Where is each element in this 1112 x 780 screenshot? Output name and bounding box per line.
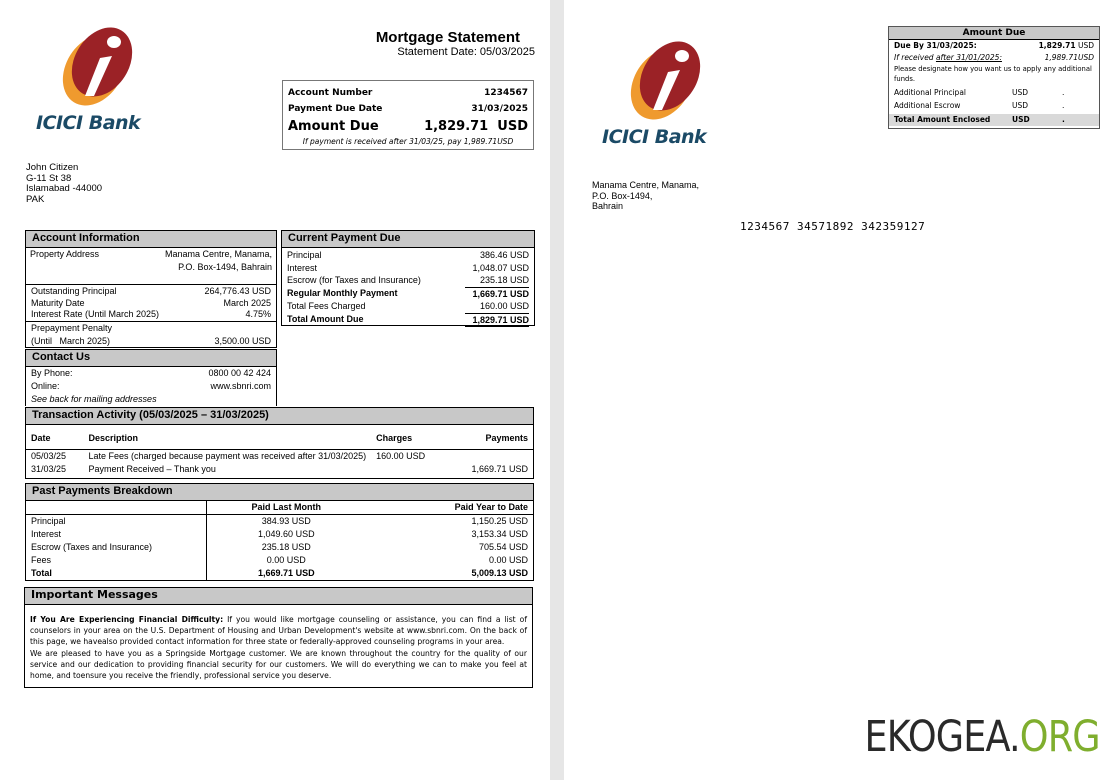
- row-value: 235.18 USD: [479, 275, 529, 285]
- important-messages-section: [24, 587, 533, 688]
- prepayment-penalty-until: (Until March 2025): [31, 335, 111, 346]
- table-row: [26, 449, 533, 463]
- tx-payments: 1,669.71 USD: [471, 463, 528, 474]
- due-by-label: Due By 31/03/2025:: [894, 41, 977, 50]
- current-payment-row: [282, 262, 534, 275]
- due-date: 31/03/2025: [471, 104, 528, 114]
- outstanding-principal-label: Outstanding Principal: [31, 286, 117, 296]
- account-number: 1234567: [484, 88, 528, 98]
- statement-date: Statement Date: 05/03/2025: [397, 46, 535, 58]
- column-header: Paid Last Month: [251, 502, 322, 512]
- paid-ytd: 3,153.34 USD: [471, 529, 528, 539]
- column-header: Paid Year to Date: [454, 502, 528, 512]
- past-label: Fees: [26, 554, 206, 567]
- column-header: Payments: [485, 432, 528, 443]
- paid-ytd: 705.54 USD: [478, 542, 528, 552]
- address-line: Bahrain: [592, 201, 624, 211]
- amount-due-label: Amount Due: [288, 119, 379, 134]
- tx-description: Payment Received – Thank you: [88, 463, 216, 474]
- account-summary-box: [282, 80, 534, 150]
- past-label: Principal: [26, 515, 206, 529]
- paid-ytd: 1,150.25 USD: [471, 516, 528, 526]
- customer-address: [26, 163, 102, 205]
- address-line: PAK: [26, 193, 45, 205]
- additional-escrow-field[interactable]: Additional Escrow USD .: [894, 101, 1065, 110]
- customer-name: John Citizen: [26, 162, 79, 173]
- important-messages-title: Important Messages: [25, 588, 532, 605]
- prepayment-penalty: 3,500.00 USD: [214, 335, 271, 346]
- property-address-label: Property Address: [30, 249, 100, 259]
- paid-last-month: 235.18 USD: [261, 542, 311, 552]
- tx-date: 31/03/25: [31, 463, 67, 474]
- contact-us-section: [25, 349, 277, 406]
- property-address: Manama Centre, Manama, P.O. Box-1494, Bahrain: [164, 249, 272, 272]
- row-label: Escrow (for Taxes and Insurance): [287, 275, 421, 285]
- row-label: Principal: [287, 250, 322, 260]
- row-label: Total Amount Due: [287, 313, 364, 324]
- row-label: Regular Monthly Payment: [287, 287, 398, 298]
- current-payment-row: [282, 274, 534, 287]
- phone-label: By Phone:: [31, 368, 73, 378]
- remittance-address: [592, 180, 699, 212]
- late-payment-note: If payment is received after 31/03/25, pay 1,989.71USD: [302, 137, 514, 146]
- address-line: P.O. Box-1494,: [592, 190, 653, 201]
- watermark: EKOGEA.ORG: [864, 712, 1100, 762]
- outstanding-principal: 264,776.43 USD: [204, 286, 271, 296]
- tx-description: Late Fees (charged because payment was received after 31/03/2025): [88, 450, 367, 461]
- table-row: [26, 567, 533, 580]
- table-row: [26, 515, 533, 529]
- coupon-title: Amount Due: [889, 27, 1099, 40]
- row-value: 1,048.07 USD: [472, 262, 529, 273]
- current-payment-section: [281, 230, 535, 326]
- bank-logo-text: ICICI Bank: [36, 112, 141, 134]
- paid-last-month: 384.93 USD: [261, 516, 311, 526]
- online-label: Online:: [31, 381, 60, 391]
- account-information-title: Account Information: [26, 231, 276, 248]
- row-value: 386.46 USD: [479, 250, 529, 260]
- interest-rate: 4.75%: [245, 309, 271, 319]
- statement-page-coupon: [564, 0, 1112, 780]
- column-header: Charges: [376, 432, 413, 443]
- address-line: Islamabad -44000: [26, 183, 103, 194]
- maturity-date-label: Maturity Date: [31, 297, 85, 308]
- table-row: [26, 541, 533, 554]
- page-title: Mortgage Statement: [375, 29, 520, 46]
- column-header: Date: [31, 432, 51, 443]
- row-value: 1,829.71 USD: [465, 313, 529, 328]
- message-paragraph: We are pleased to have you as a Springside Mortgage customer. We are known throughout the country for the quality of our service and our dedication to providing financial security for our customers. We will do everything we can to make you feel at home, and toensure you receive the friendly, professional service you deserve.: [30, 648, 527, 681]
- past-payments-title: Past Payments Breakdown: [26, 484, 533, 501]
- current-payment-title: Current Payment Due: [282, 231, 534, 248]
- account-number-label: Account Number: [288, 88, 373, 98]
- paid-ytd: 0.00 USD: [488, 555, 528, 565]
- transaction-activity-title: Transaction Activity (05/03/2025 – 31/03/2025): [26, 408, 533, 425]
- tx-charges: 160.00 USD: [376, 450, 426, 461]
- maturity-date: March 2025: [223, 297, 271, 308]
- paid-last-month: 1,669.71 USD: [258, 568, 315, 578]
- table-row: [26, 554, 533, 567]
- mailing-note: See back for mailing addresses: [31, 394, 157, 404]
- website-link[interactable]: www.sbnri.com: [210, 381, 271, 391]
- icici-logo-icon: [52, 22, 144, 108]
- statement-page-front: [0, 0, 550, 780]
- total-enclosed-field[interactable]: Total Amount Enclosed USD .: [889, 114, 1099, 126]
- current-payment-row: [282, 300, 534, 313]
- table-row: [26, 528, 533, 541]
- late-amount: 1,989.71USD: [1044, 53, 1094, 62]
- due-date-label: Payment Due Date: [288, 104, 383, 114]
- past-label: Escrow (Taxes and Insurance): [26, 541, 206, 554]
- account-information-section: [25, 230, 277, 348]
- tx-payments: [446, 449, 533, 463]
- bank-logo-text: ICICI Bank: [602, 126, 707, 148]
- row-label: Total Fees Charged: [287, 301, 366, 311]
- address-line: Manama Centre, Manama,: [592, 180, 700, 190]
- paid-last-month: 1,049.60 USD: [258, 529, 315, 539]
- transaction-activity-section: [25, 407, 534, 479]
- table-header-row: [26, 501, 533, 515]
- due-by-amount: 1,829.71: [1038, 41, 1076, 50]
- row-label: Interest: [287, 262, 318, 273]
- past-label: Total: [26, 567, 206, 580]
- current-payment-row: [282, 249, 534, 262]
- column-header: Description: [88, 432, 138, 443]
- paid-ytd: 5,009.13 USD: [471, 568, 528, 578]
- tx-date: 05/03/25: [31, 450, 67, 461]
- row-value: 160.00 USD: [479, 301, 529, 311]
- current-payment-row: [282, 287, 534, 301]
- paid-last-month: 0.00 USD: [266, 555, 306, 565]
- address-line: G-11 St 38: [26, 172, 72, 184]
- amount-due: 1,829.71 USD: [424, 119, 528, 134]
- interest-rate-label: Interest Rate (Until March 2025): [31, 309, 160, 319]
- message-paragraph: If You Are Experiencing Financial Difficulty: If you would like mortgage counseling or assistance, you can find a list of counselors in your area on the U.S. Department of Housing and Urban Development's website at www.sbnri.com. On the back of this page, we havealso provided contact information for three state or federally-approved counseling programs in your area.: [30, 615, 527, 647]
- table-row: [26, 463, 533, 476]
- row-value: 1,669.71 USD: [465, 287, 529, 301]
- prepayment-penalty-label: Prepayment Penalty: [31, 322, 113, 333]
- additional-principal-field[interactable]: Additional Principal USD .: [894, 88, 1065, 97]
- amount-due-coupon: Amount Due Due By 31/03/2025: 1,829.71 USD If received after 31/01/2025: 1,989.71USD Please designate how you want us to apply any additional funds. Additional Principal USD . Additional Escrow USD . Total Amount Enclosed USD .: [888, 26, 1100, 129]
- past-label: Interest: [26, 528, 206, 541]
- coupon-instruction: Please designate how you want us to apply any additional funds.: [894, 65, 1092, 83]
- icici-logo-icon: [620, 36, 712, 122]
- table-header-row: [26, 428, 533, 449]
- micr-line: 1234567 34571892 342359127: [740, 220, 926, 233]
- tx-charges: [371, 463, 445, 476]
- contact-us-title: Contact Us: [26, 350, 276, 367]
- past-payments-section: [25, 483, 534, 581]
- phone-number[interactable]: 0800 00 42 424: [208, 368, 271, 378]
- current-payment-row: [282, 313, 534, 328]
